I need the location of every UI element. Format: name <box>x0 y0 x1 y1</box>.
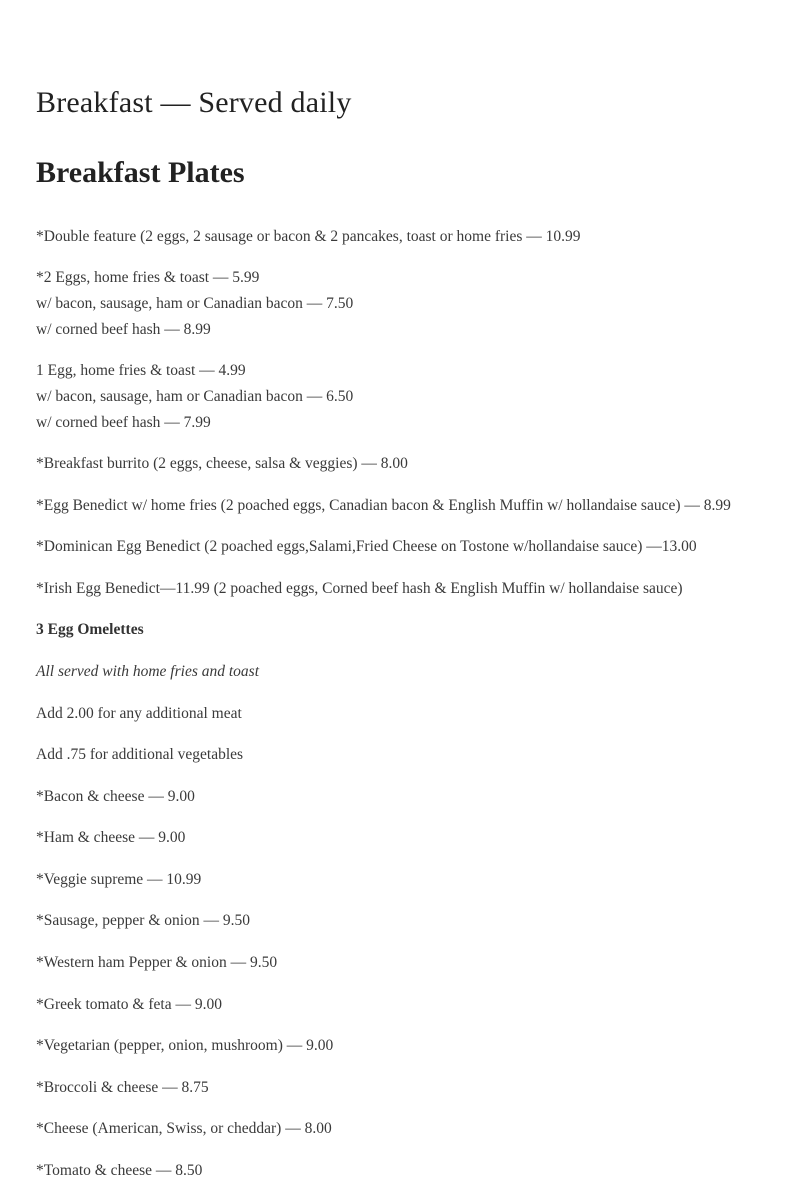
menu-item-irish-egg-benedict <box>36 576 683 602</box>
menu-item-line: *Irish Egg Benedict—11.99 (2 poached eggs, Corned beef hash & English Muffin w/ hollandaise sauce) <box>36 580 683 597</box>
menu-item-dominican-egg-benedict <box>36 534 697 560</box>
omelette-item: *Broccoli & cheese — 8.75 <box>36 1079 209 1096</box>
menu-item-line: *Dominican Egg Benedict (2 poached eggs,Salami,Fried Cheese on Tostone w/hollandaise sauce) —13.00 <box>36 538 697 555</box>
menu-item-line: 1 Egg, home fries & toast — 4.99 <box>36 362 246 379</box>
omelette-item: *Cheese (American, Swiss, or cheddar) — 8.00 <box>36 1120 332 1137</box>
menu-item-line: w/ bacon, sausage, ham or Canadian bacon — 7.50 <box>36 294 354 312</box>
omelette-item: *Ham & cheese — 9.00 <box>36 829 186 846</box>
section-title: Breakfast — Served daily <box>36 86 352 119</box>
omelette-item: *Western ham Pepper & onion — 9.50 <box>36 954 278 971</box>
omelette-item: *Veggie supreme — 10.99 <box>36 871 202 888</box>
omelettes-extra-meat: Add 2.00 for any additional meat <box>36 705 242 722</box>
plates-heading: Breakfast Plates <box>36 156 245 189</box>
omelettes-extra-veg: Add .75 for additional vegetables <box>36 746 244 763</box>
menu-item-line: w/ corned beef hash — 7.99 <box>36 413 211 431</box>
omelettes-note: All served with home fries and toast <box>36 663 260 680</box>
omelette-item: *Bacon & cheese — 9.00 <box>36 788 195 805</box>
omelettes-heading: 3 Egg Omelettes <box>36 621 144 638</box>
omelette-item: *Tomato & cheese — 8.50 <box>36 1162 203 1179</box>
menu-item-two-eggs <box>36 265 353 342</box>
menu-item-line: *Egg Benedict w/ home fries (2 poached eggs, Canadian bacon & English Muffin w/ hollandaise sauce) — 8.99 <box>36 497 731 514</box>
omelette-item: *Greek tomato & feta — 9.00 <box>36 996 222 1013</box>
menu-item-line: w/ bacon, sausage, ham or Canadian bacon — 6.50 <box>36 387 354 405</box>
menu-item-line: w/ corned beef hash — 8.99 <box>36 320 211 338</box>
menu-item-line: *2 Eggs, home fries & toast — 5.99 <box>36 269 260 286</box>
omelette-item: *Vegetarian (pepper, onion, mushroom) — 9.00 <box>36 1037 334 1054</box>
menu-item-egg-benedict <box>36 493 731 519</box>
menu-item-line: *Breakfast burrito (2 eggs, cheese, salsa & veggies) — 8.00 <box>36 455 408 472</box>
omelette-item: *Sausage, pepper & onion — 9.50 <box>36 912 250 929</box>
menu-item-breakfast-burrito <box>36 451 408 477</box>
menu-item-one-egg <box>36 358 353 435</box>
menu-item-line: *Double feature (2 eggs, 2 sausage or bacon & 2 pancakes, toast or home fries — 10.99 <box>36 228 581 245</box>
menu-item-double-feature <box>36 224 581 250</box>
